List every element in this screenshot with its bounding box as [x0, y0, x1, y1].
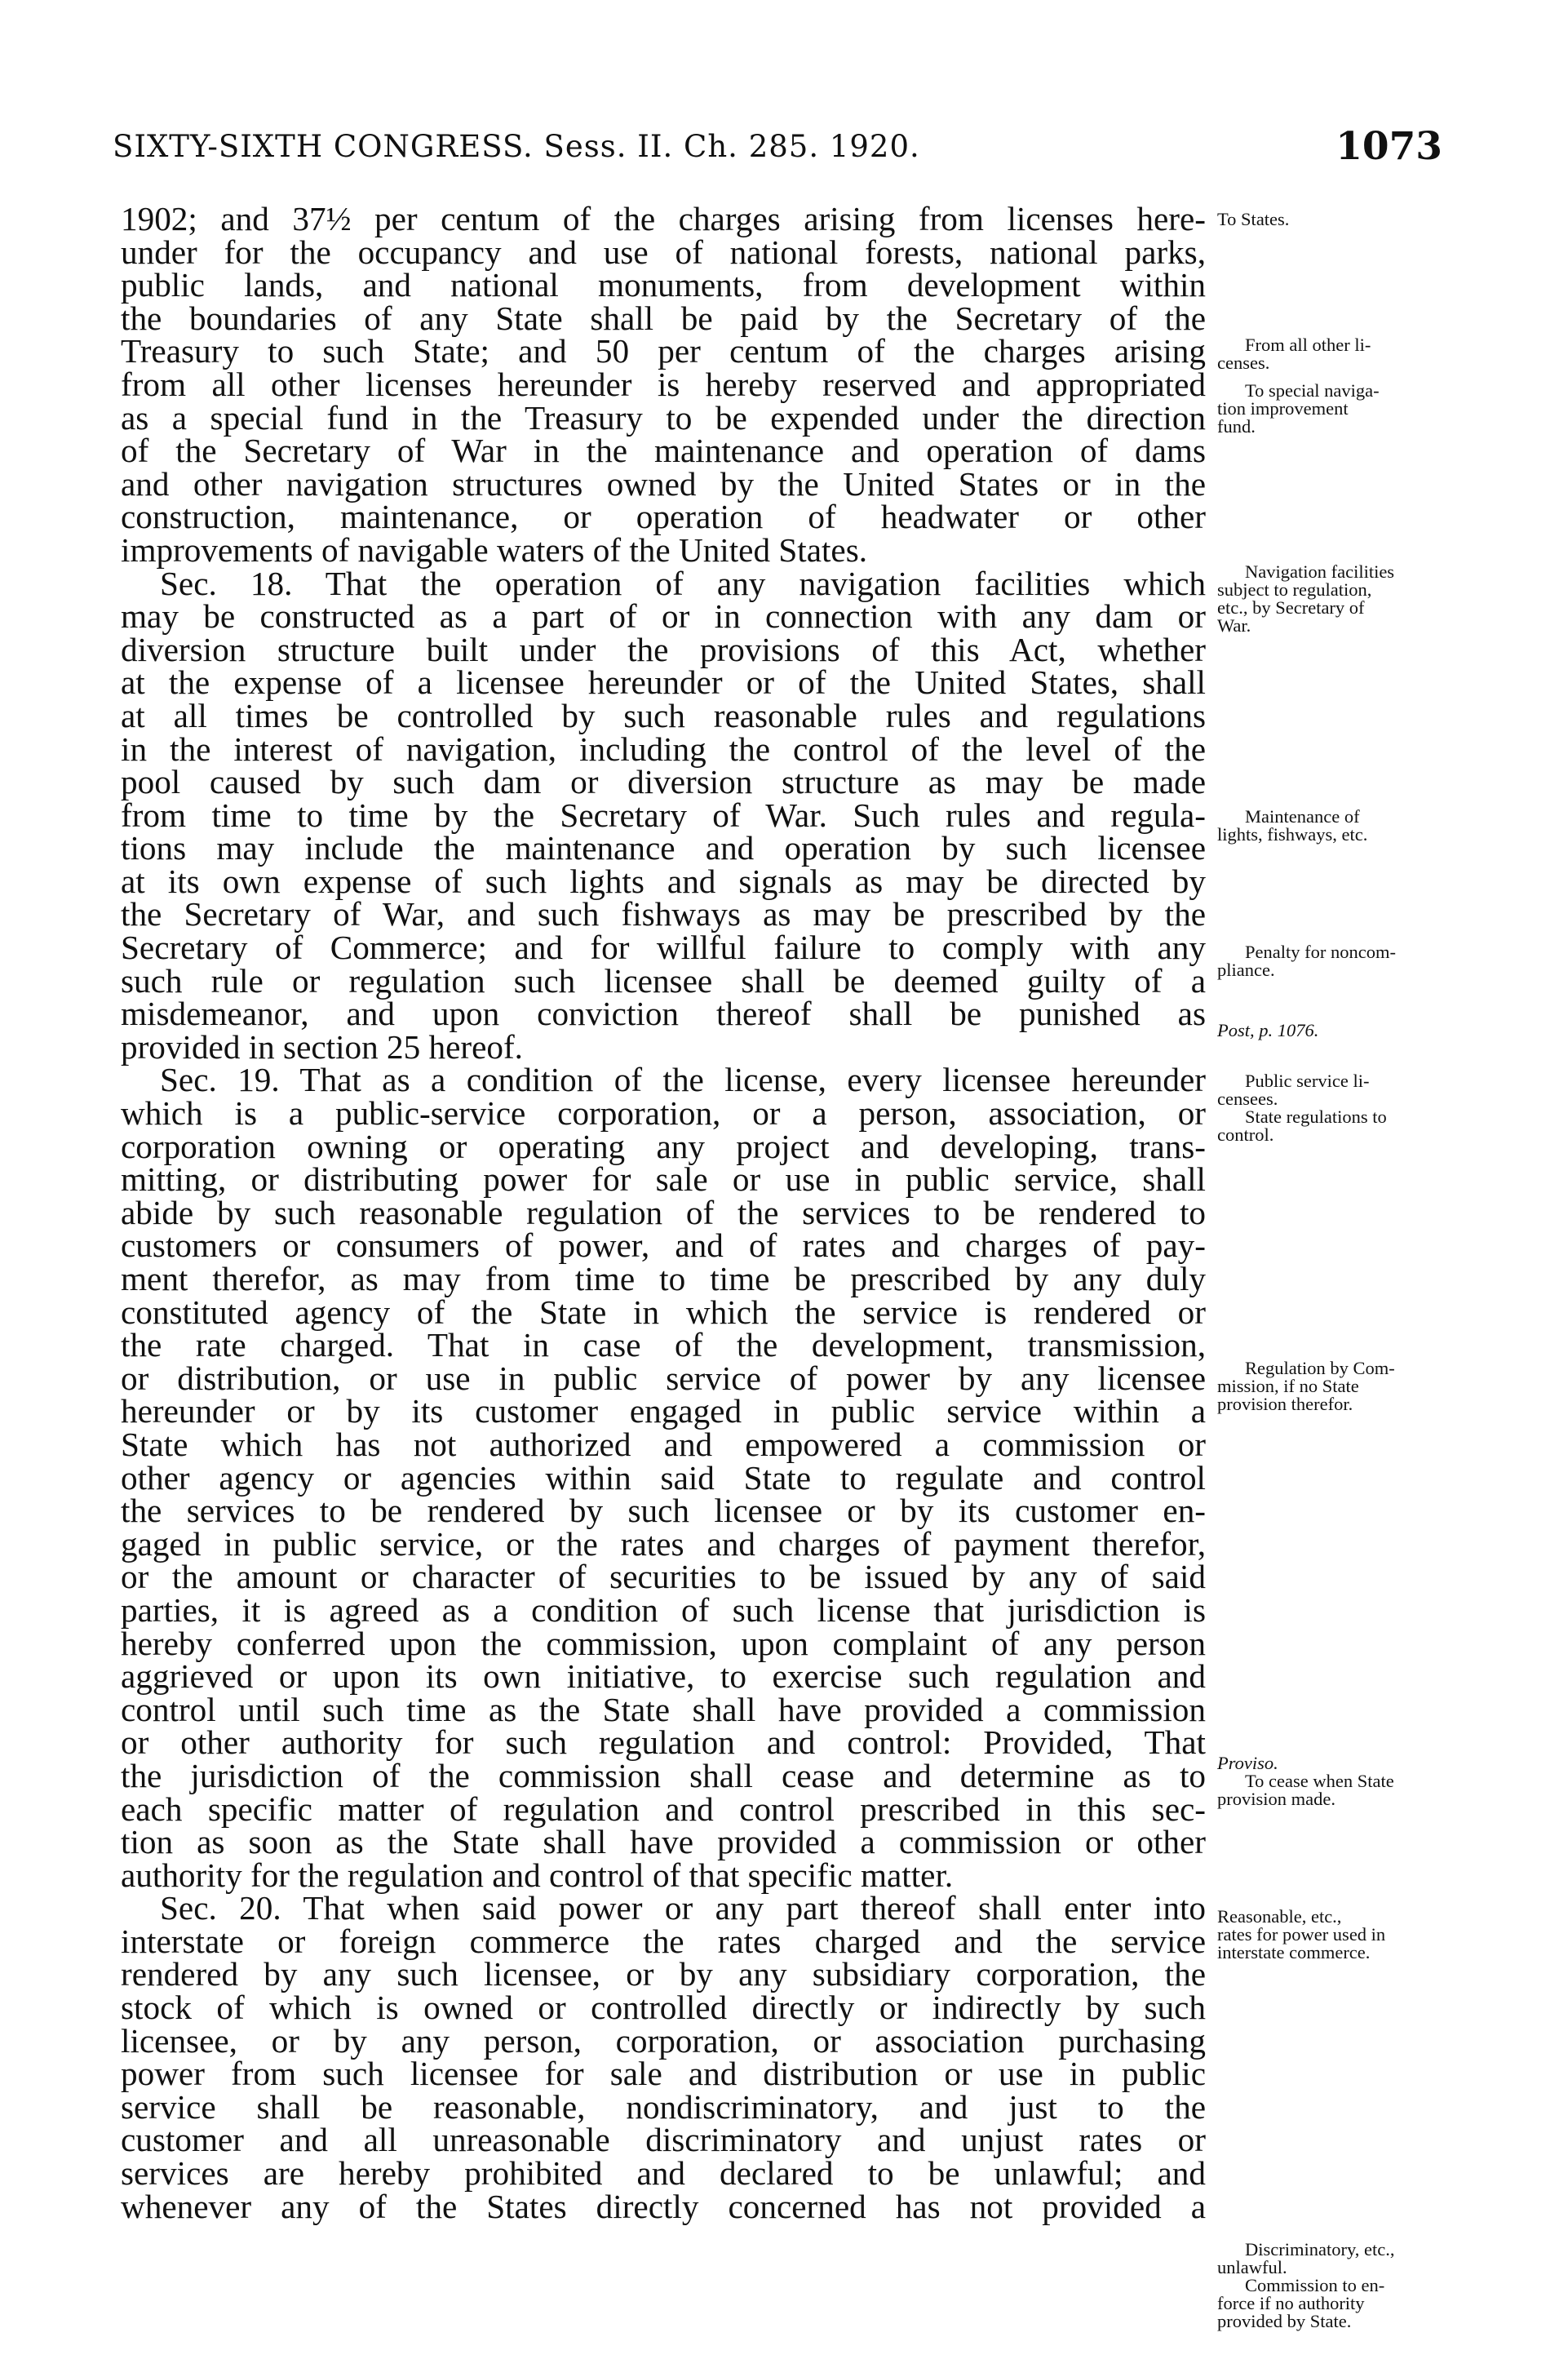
text-line: gaged in public service, or the rates and charges of payment therefor, [121, 1524, 1206, 1563]
text-line: services are hereby prohibited and declared to be unlawful; and [121, 2154, 1206, 2193]
margin-note-line: force if no authority [1217, 2293, 1365, 2313]
text-line: power from such licensee for sale and distribution or use in public [121, 2055, 1206, 2093]
margin-note-line: Navigation facilities [1245, 561, 1395, 582]
margin-note-special-fund [1217, 382, 1462, 436]
margin-note-line: interstate commerce. [1217, 1942, 1371, 1962]
text-line: ment therefor, as may from time to time be prescribed by any duly [121, 1260, 1206, 1297]
margin-note-line: provision therefor. [1217, 1394, 1353, 1414]
text-line: hereby conferred upon the commission, upon complaint of any person [121, 1624, 1206, 1662]
margin-note-reasonable-rates [1217, 1908, 1462, 1962]
margin-note-line: provision made. [1217, 1789, 1335, 1809]
margin-note-line: Discriminatory, etc., [1245, 2239, 1395, 2259]
margin-note-maintenance [1217, 808, 1462, 844]
margin-note-line: Post, p. 1076. [1217, 1020, 1319, 1040]
text-line: the Secretary of War, and such fishways as may be prescribed by the [121, 895, 1206, 934]
page-number: 1073 [1335, 124, 1442, 169]
text-line: whenever any of the States directly concerned has not provided a [121, 2187, 1206, 2225]
margin-note-line: To special naviga- [1245, 380, 1380, 401]
text-line: aggrieved or upon its own initiative, to exercise such regulation and [121, 1657, 1206, 1696]
section-20-start: Sec. 20. That when said power or any part thereof shall enter into [160, 1889, 1206, 1927]
text-line: construction, maintenance, or operation of headwater or other [121, 498, 1206, 536]
text-line: from all other licenses hereunder is hereby reserved and appropriated [121, 365, 1206, 403]
text-line: of the Secretary of War in the maintenance and operation of dams [121, 432, 1206, 470]
margin-note-line: Public service li- [1245, 1071, 1370, 1091]
text-line: the rate charged. That in case of the development, transmission, [121, 1326, 1206, 1364]
margin-note-line: censees. [1217, 1089, 1278, 1109]
text-line: rendered by any such licensee, or by any subsidiary corporation, the [121, 1955, 1206, 1993]
text-line: Secretary of Commerce; and for willful failure to comply with any [121, 929, 1206, 967]
text-line: and other navigation structures owned by the United States or in the [121, 464, 1206, 503]
margin-note-line: control. [1217, 1124, 1274, 1145]
margin-note-line: rates for power used in [1217, 1924, 1386, 1945]
text-line: constituted agency of the State in which the service is rendered or [121, 1293, 1206, 1331]
text-line: at the expense of a licensee hereunder or of the United States, shall [121, 663, 1206, 702]
text-line: each specific matter of regulation and control prescribed in this sec- [121, 1789, 1206, 1828]
text-line: corporation owning or operating any project and developing, trans- [121, 1127, 1206, 1165]
text-line: service shall be reasonable, nondiscriminatory, and just to the [121, 2087, 1206, 2126]
text-line: the jurisdiction of the commission shall cease and determine as to [121, 1756, 1206, 1794]
text-line: control until such time as the State shall have provided a commission [121, 1690, 1206, 1728]
margin-note-line: Regulation by Com- [1245, 1358, 1395, 1378]
margin-note-line: fund. [1217, 416, 1256, 437]
text-line: misdemeanor, and upon conviction thereof shall be punished as [121, 995, 1206, 1033]
margin-note-to-states [1217, 211, 1462, 228]
text-line: tion as soon as the State shall have provided a commission or other [121, 1823, 1206, 1861]
margin-note-line: Maintenance of [1245, 806, 1360, 827]
text-line: improvements of navigable waters of the United States. [121, 530, 868, 569]
text-line: such rule or regulation such licensee shall be deemed guilty of a [121, 961, 1206, 1000]
section-19-start: Sec. 19. That as a condition of the license, every licensee hereunder [160, 1061, 1206, 1099]
text-line: State which has not authorized and empowered a commission or [121, 1425, 1206, 1463]
margin-note-line: Reasonable, etc., [1217, 1906, 1342, 1927]
text-line: or distribution, or use in public service of power by any licensee [121, 1359, 1206, 1397]
text-line: or other authority for such regulation and control: Provided, That [121, 1723, 1206, 1762]
margin-note-navigation-facilities [1217, 563, 1462, 635]
text-line: stock of which is owned or controlled directly or indirectly by such [121, 1989, 1206, 2027]
text-line: as a special fund in the Treasury to be expended under the direction [121, 398, 1206, 437]
margin-note-line: lights, fishways, etc. [1217, 824, 1368, 845]
text-line: diversion structure built under the provisions of this Act, whether [121, 630, 1206, 668]
text-line: public lands, and national monuments, from development within [121, 266, 1206, 304]
text-line: which is a public-service corporation, or a person, association, or [121, 1094, 1206, 1133]
margin-note-line: War. [1217, 615, 1251, 636]
text-line: Treasury to such State; and 50 per centum of the charges arising [121, 332, 1206, 370]
margin-note-public-service [1217, 1072, 1462, 1144]
margin-note-regulation-by-commission [1217, 1359, 1462, 1413]
text-line: licensee, or by any person, corporation, or association purchasing [121, 2021, 1206, 2060]
margin-note-line: Penalty for noncom- [1245, 942, 1396, 962]
text-line: the services to be rendered by such licensee or by its customer en- [121, 1492, 1206, 1530]
text-line: from time to time by the Secretary of War. Such rules and regula- [121, 796, 1206, 834]
text-line: at its own expense of such lights and signals as may be directed by [121, 862, 1206, 900]
text-line: pool caused by such dam or diversion structure as may be made [121, 763, 1206, 801]
section-18-start: Sec. 18. That the operation of any navigation facilities which [160, 564, 1206, 602]
text-line: under for the occupancy and use of national forests, national parks, [121, 233, 1206, 271]
margin-note-line: censes. [1217, 353, 1270, 373]
margin-note-line: mission, if no State [1217, 1376, 1359, 1396]
margin-note-penalty [1217, 943, 1462, 979]
margin-note-line: etc., by Secretary of [1217, 597, 1365, 618]
margin-note-line: To cease when State [1245, 1771, 1394, 1791]
text-line: other agency or agencies within said State to regulate and control [121, 1458, 1206, 1497]
margin-note-line: State regulations to [1245, 1106, 1387, 1127]
margin-note-line: pliance. [1217, 960, 1275, 980]
margin-note-line: tion improvement [1217, 398, 1349, 419]
margin-note-line: subject to regulation, [1217, 579, 1372, 600]
text-line: tions may include the maintenance and operation by such licensee [121, 829, 1206, 867]
running-head: SIXTY-SIXTH CONGRESS. Sess. II. Ch. 285. 1920. [113, 129, 920, 164]
margin-note-from-other-licenses [1217, 336, 1462, 372]
text-line: customers or consumers of power, and of rates and charges of pay- [121, 1226, 1206, 1265]
margin-note-line: From all other li- [1245, 335, 1371, 355]
text-line: provided in section 25 hereof. [121, 1027, 523, 1066]
text-line: parties, it is agreed as a condition of such license that jurisdiction is [121, 1590, 1206, 1629]
margin-note-line: To States. [1217, 209, 1290, 229]
margin-note-post-reference [1217, 1022, 1462, 1040]
text-line: may be constructed as a part of or in connection with any dam or [121, 597, 1206, 636]
text-line: hereunder or by its customer engaged in public service within a [121, 1392, 1206, 1430]
text-line: customer and all unreasonable discriminatory and unjust rates or [121, 2121, 1206, 2159]
margin-note-line: unlawful. [1217, 2257, 1287, 2277]
margin-note-proviso [1217, 1754, 1462, 1808]
margin-note-line: Proviso. [1217, 1753, 1278, 1773]
margin-note-line: Commission to en- [1245, 2275, 1385, 2295]
text-line: or the amount or character of securities to be issued by any of said [121, 1558, 1206, 1596]
text-line: authority for the regulation and control of that specific matter. [121, 1856, 954, 1894]
text-line: interstate or foreign commerce the rates charged and the service [121, 1922, 1206, 1960]
text-line: the boundaries of any State shall be paid by the Secretary of the [121, 299, 1206, 337]
text-line: at all times be controlled by such reasonable rules and regulations [121, 696, 1206, 734]
margin-note-line: provided by State. [1217, 2311, 1352, 2331]
text-line: abide by such reasonable regulation of the services to be rendered to [121, 1193, 1206, 1231]
text-line: mitting, or distributing power for sale or use in public service, shall [121, 1160, 1206, 1199]
margin-note-discriminatory [1217, 2241, 1462, 2330]
text-line: in the interest of navigation, including the control of the level of the [121, 730, 1206, 768]
text-line: 1902; and 37½ per centum of the charges arising from licenses here- [121, 200, 1206, 237]
